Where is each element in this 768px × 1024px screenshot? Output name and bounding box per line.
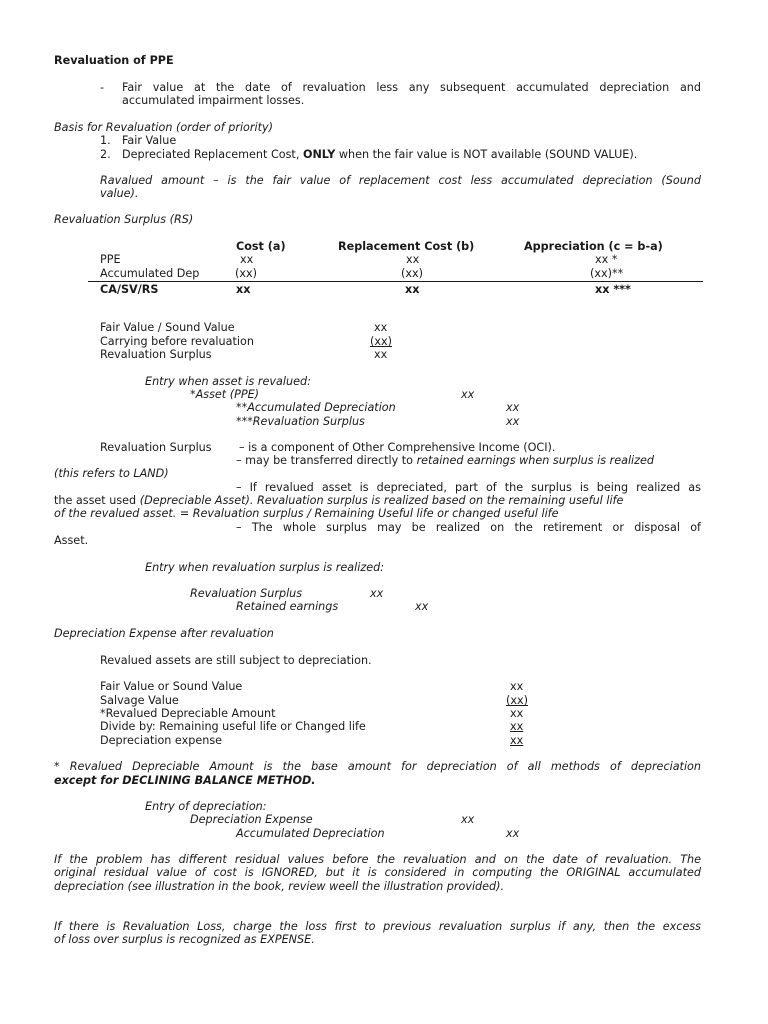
- list-number: 2.: [100, 148, 111, 161]
- rs-note: – may be transferred directly to retained earnings when surplus is realized: [236, 454, 655, 467]
- entry-debit-value: xx: [461, 813, 475, 826]
- entry-credit-label: ***Revaluation Surplus: [236, 415, 365, 428]
- table-divider: [88, 281, 703, 282]
- rs-note: – The whole surplus may be realized on the retirement or disposal of: [236, 521, 701, 534]
- table-cell: xx ***: [595, 283, 631, 296]
- residual-note: original residual value of cost is IGNORED, but it is considered in computing the ORIGINAL accumulated: [54, 866, 701, 879]
- basis-item-fair-value: Fair Value: [122, 134, 177, 147]
- entry-heading: Entry of depreciation:: [145, 800, 267, 813]
- list-number: 1.: [100, 134, 111, 147]
- table-cell: xx: [405, 283, 420, 296]
- rs-heading: Revaluation Surplus (RS): [54, 213, 194, 226]
- entry-debit-label: *Asset (PPE): [190, 388, 260, 401]
- calc-label: Divide by: Remaining useful life or Changed life: [100, 720, 366, 733]
- basis-item-replacement-cost: Depreciated Replacement Cost, ONLY when the fair value is NOT available (SOUND VALUE).: [122, 148, 638, 161]
- entry-credit-value: xx: [506, 827, 520, 840]
- table-cell: xx: [240, 253, 254, 266]
- calc-label: Fair Value or Sound Value: [100, 680, 243, 693]
- entry-heading: Entry when asset is revalued:: [145, 375, 311, 388]
- calc-value: (xx): [506, 694, 528, 707]
- residual-note: If the problem has different residual values before the revaluation and on the date of revaluation. The: [54, 853, 701, 866]
- col-header-replacement: Replacement Cost (b): [338, 240, 475, 253]
- table-cell: (xx): [235, 267, 257, 280]
- calc-value: (xx): [370, 335, 392, 348]
- rs-note: Asset.: [54, 534, 89, 547]
- rs-note: – is a component of Other Comprehensive Income (OCI).: [239, 441, 556, 454]
- depreciation-intro: Revalued assets are still subject to depreciation.: [100, 654, 372, 667]
- rs-note: – If revalued asset is depreciated, part of the surplus is being realized as: [236, 481, 701, 494]
- entry-debit-label: Revaluation Surplus: [190, 587, 303, 600]
- entry-debit-value: xx: [370, 587, 384, 600]
- rs-notes-label: Revaluation Surplus: [100, 441, 212, 454]
- residual-note: depreciation (see illustration in the book, review weell the illustration provided).: [54, 880, 505, 893]
- rs-note: of the revalued asset. = Revaluation surplus / Remaining Useful life or changed useful life: [54, 507, 559, 520]
- rs-note: (this refers to LAND): [54, 467, 169, 480]
- definition-line: accumulated impairment losses.: [122, 94, 305, 107]
- table-cell: xx: [236, 283, 251, 296]
- depreciation-heading: Depreciation Expense after revaluation: [54, 627, 274, 640]
- calc-value: xx: [374, 348, 388, 361]
- rs-note: the asset used (Depreciable Asset). Revaluation surplus is realized based on the remaining useful life: [54, 494, 624, 507]
- calc-label: *Revalued Depreciable Amount: [100, 707, 276, 720]
- calc-label: Fair Value / Sound Value: [100, 321, 235, 334]
- col-header-cost: Cost (a): [236, 240, 286, 253]
- table-row-label: Accumulated Dep: [100, 267, 200, 280]
- calc-value: xx: [510, 707, 524, 720]
- entry-debit-label: Depreciation Expense: [190, 813, 313, 826]
- entry-credit-value: xx: [506, 401, 520, 414]
- page-title: Revaluation of PPE: [54, 54, 174, 67]
- basis-heading: Basis for Revaluation (order of priority): [54, 121, 273, 134]
- calc-label: Carrying before revaluation: [100, 335, 254, 348]
- calc-value: xx: [510, 720, 524, 733]
- calc-value: xx: [510, 734, 524, 747]
- calc-label: Revaluation Surplus: [100, 348, 212, 361]
- table-cell: (xx)**: [590, 267, 624, 280]
- definition-line: Fair value at the date of revaluation less any subsequent accumulated depreciation and: [122, 81, 701, 94]
- loss-note: If there is Revaluation Loss, charge the loss first to previous revaluation surplus if any, then the excess: [54, 920, 701, 933]
- calc-value: xx: [510, 680, 524, 693]
- table-cell: xx: [406, 253, 420, 266]
- table-cell: xx *: [595, 253, 618, 266]
- col-header-appreciation: Appreciation (c = b-a): [524, 240, 663, 253]
- calc-label: Depreciation expense: [100, 734, 223, 747]
- entry-credit-label: Accumulated Depreciation: [236, 827, 385, 840]
- entry-credit-label: **Accumulated Depreciation: [236, 401, 396, 414]
- depreciation-note: * Revalued Depreciable Amount is the base amount for depreciation of all methods of depreciation: [54, 760, 701, 773]
- entry-credit-label: Retained earnings: [236, 600, 339, 613]
- calc-label: Salvage Value: [100, 694, 179, 707]
- revalued-amount-definition: Ravalued amount – is the fair value of replacement cost less accumulated depreciation (Sound: [100, 174, 701, 187]
- table-cell: (xx): [401, 267, 423, 280]
- entry-credit-value: xx: [415, 600, 429, 613]
- calc-value: xx: [374, 321, 388, 334]
- bullet-dash: -: [100, 81, 105, 94]
- entry-heading: Entry when revaluation surplus is realized:: [145, 561, 384, 574]
- loss-note: of loss over surplus is recognized as EXPENSE.: [54, 933, 315, 946]
- table-row-label: PPE: [100, 253, 121, 266]
- revalued-amount-definition: value).: [100, 187, 139, 200]
- depreciation-note: except for DECLINING BALANCE METHOD.: [54, 774, 316, 787]
- table-row-label: CA/SV/RS: [100, 283, 159, 296]
- entry-credit-value: xx: [506, 415, 520, 428]
- entry-debit-value: xx: [461, 388, 475, 401]
